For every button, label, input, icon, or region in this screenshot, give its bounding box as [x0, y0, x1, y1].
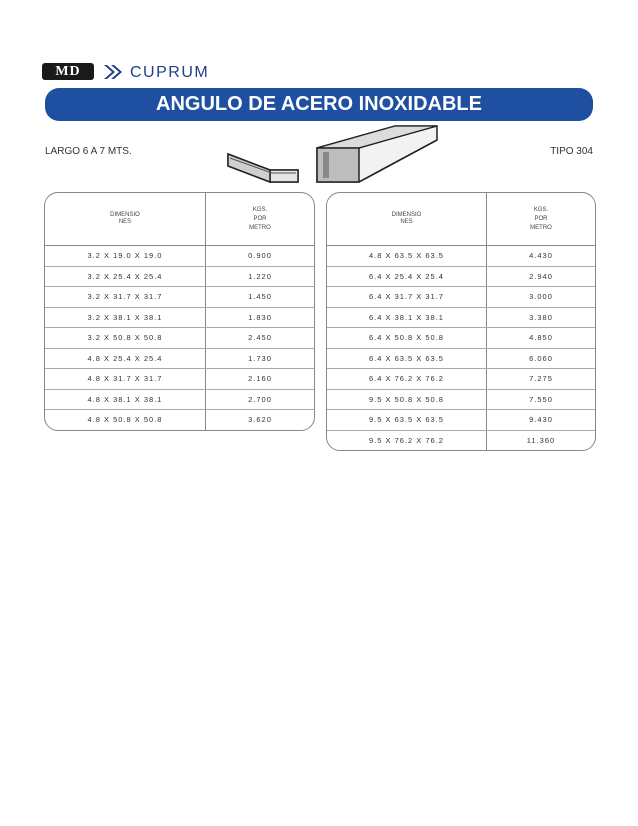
dimension-cell: 4.8 X 38.1 X 38.1: [45, 390, 206, 410]
dimensions-header: DIMENSIO NES: [45, 193, 206, 245]
table-row: [45, 410, 314, 430]
weight-cell: 9.430: [529, 415, 553, 425]
weight-cell: 1.730: [248, 353, 272, 363]
table-row: [45, 349, 314, 370]
table-row: [327, 369, 595, 390]
chevron-right-icon: [102, 63, 126, 81]
weight-cell: 2.160: [248, 374, 272, 384]
table-row: [327, 328, 595, 349]
dimension-cell: 9.5 X 50.8 X 50.8: [327, 390, 487, 410]
table-row: [327, 410, 595, 431]
dimension-cell: 6.4 X 31.7 X 31.7: [327, 287, 487, 307]
dimension-cell: 6.4 X 25.4 X 25.4: [327, 267, 487, 287]
large-angle-illustration: [315, 120, 441, 186]
table-row: [45, 287, 314, 308]
type-note: TIPO 304: [550, 146, 593, 157]
dimension-cell: 4.8 X 31.7 X 31.7: [45, 369, 206, 389]
dimension-cell: 6.4 X 38.1 X 38.1: [327, 308, 487, 328]
left-table-body: [45, 246, 314, 430]
weight-cell: 0.900: [248, 251, 272, 261]
table-row: [327, 431, 595, 451]
right-table-body: [327, 246, 595, 450]
small-angle-illustration: [226, 140, 306, 186]
weight-cell: 2.940: [529, 271, 553, 281]
table-row: [327, 267, 595, 288]
weight-cell: 3.380: [529, 312, 553, 322]
weight-header: KGS. POR METRO: [530, 206, 552, 231]
table-row: [327, 246, 595, 267]
dimension-cell: 9.5 X 76.2 X 76.2: [327, 431, 487, 451]
dimension-cell: 4.8 X 25.4 X 25.4: [45, 349, 206, 369]
table-row: [45, 267, 314, 288]
table-row: [327, 349, 595, 370]
dimension-cell: 3.2 X 31.7 X 31.7: [45, 287, 206, 307]
length-note: LARGO 6 A 7 MTS.: [45, 146, 132, 157]
right-table: [326, 192, 596, 451]
dimensions-header: DIMENSIO NES: [327, 193, 487, 245]
dimension-cell: 3.2 X 25.4 X 25.4: [45, 267, 206, 287]
md-logo: MD: [42, 63, 94, 80]
table-row: [45, 246, 314, 267]
weight-cell: 1.830: [248, 312, 272, 322]
weight-cell: 6.060: [529, 353, 553, 363]
dimension-cell: 9.5 X 63.5 X 63.5: [327, 410, 487, 430]
weight-cell: 2.700: [248, 394, 272, 404]
table-header: [327, 193, 595, 246]
weight-cell: 3.000: [529, 292, 553, 302]
cuprum-logo-text: CUPRUM: [130, 64, 210, 81]
dimension-cell: 6.4 X 63.5 X 63.5: [327, 349, 487, 369]
weight-cell: 11.360: [526, 435, 556, 445]
weight-header: KGS. POR METRO: [249, 206, 271, 231]
table-row: [45, 308, 314, 329]
page-title: ANGULO DE ACERO INOXIDABLE: [45, 88, 593, 121]
weight-cell: 7.550: [529, 394, 553, 404]
table-row: [327, 390, 595, 411]
table-row: [327, 308, 595, 329]
weight-cell: 7.275: [529, 374, 553, 384]
table-header: [45, 193, 314, 246]
table-row: [45, 328, 314, 349]
weight-cell: 4.430: [529, 251, 553, 261]
dimension-cell: 4.8 X 63.5 X 63.5: [327, 246, 487, 266]
dimension-cell: 6.4 X 50.8 X 50.8: [327, 328, 487, 348]
weight-cell: 3.620: [248, 415, 272, 425]
table-row: [45, 369, 314, 390]
dimension-cell: 4.8 X 50.8 X 50.8: [45, 410, 206, 430]
weight-cell: 1.450: [248, 292, 272, 302]
table-row: [327, 287, 595, 308]
weight-cell: 2.450: [248, 333, 272, 343]
weight-cell: 4.850: [529, 333, 553, 343]
dimension-cell: 6.4 X 76.2 X 76.2: [327, 369, 487, 389]
weight-cell: 1.220: [248, 271, 272, 281]
dimension-cell: 3.2 X 38.1 X 38.1: [45, 308, 206, 328]
dimension-cell: 3.2 X 50.8 X 50.8: [45, 328, 206, 348]
dimension-cell: 3.2 X 19.0 X 19.0: [45, 246, 206, 266]
table-row: [45, 390, 314, 411]
left-table: [44, 192, 315, 431]
